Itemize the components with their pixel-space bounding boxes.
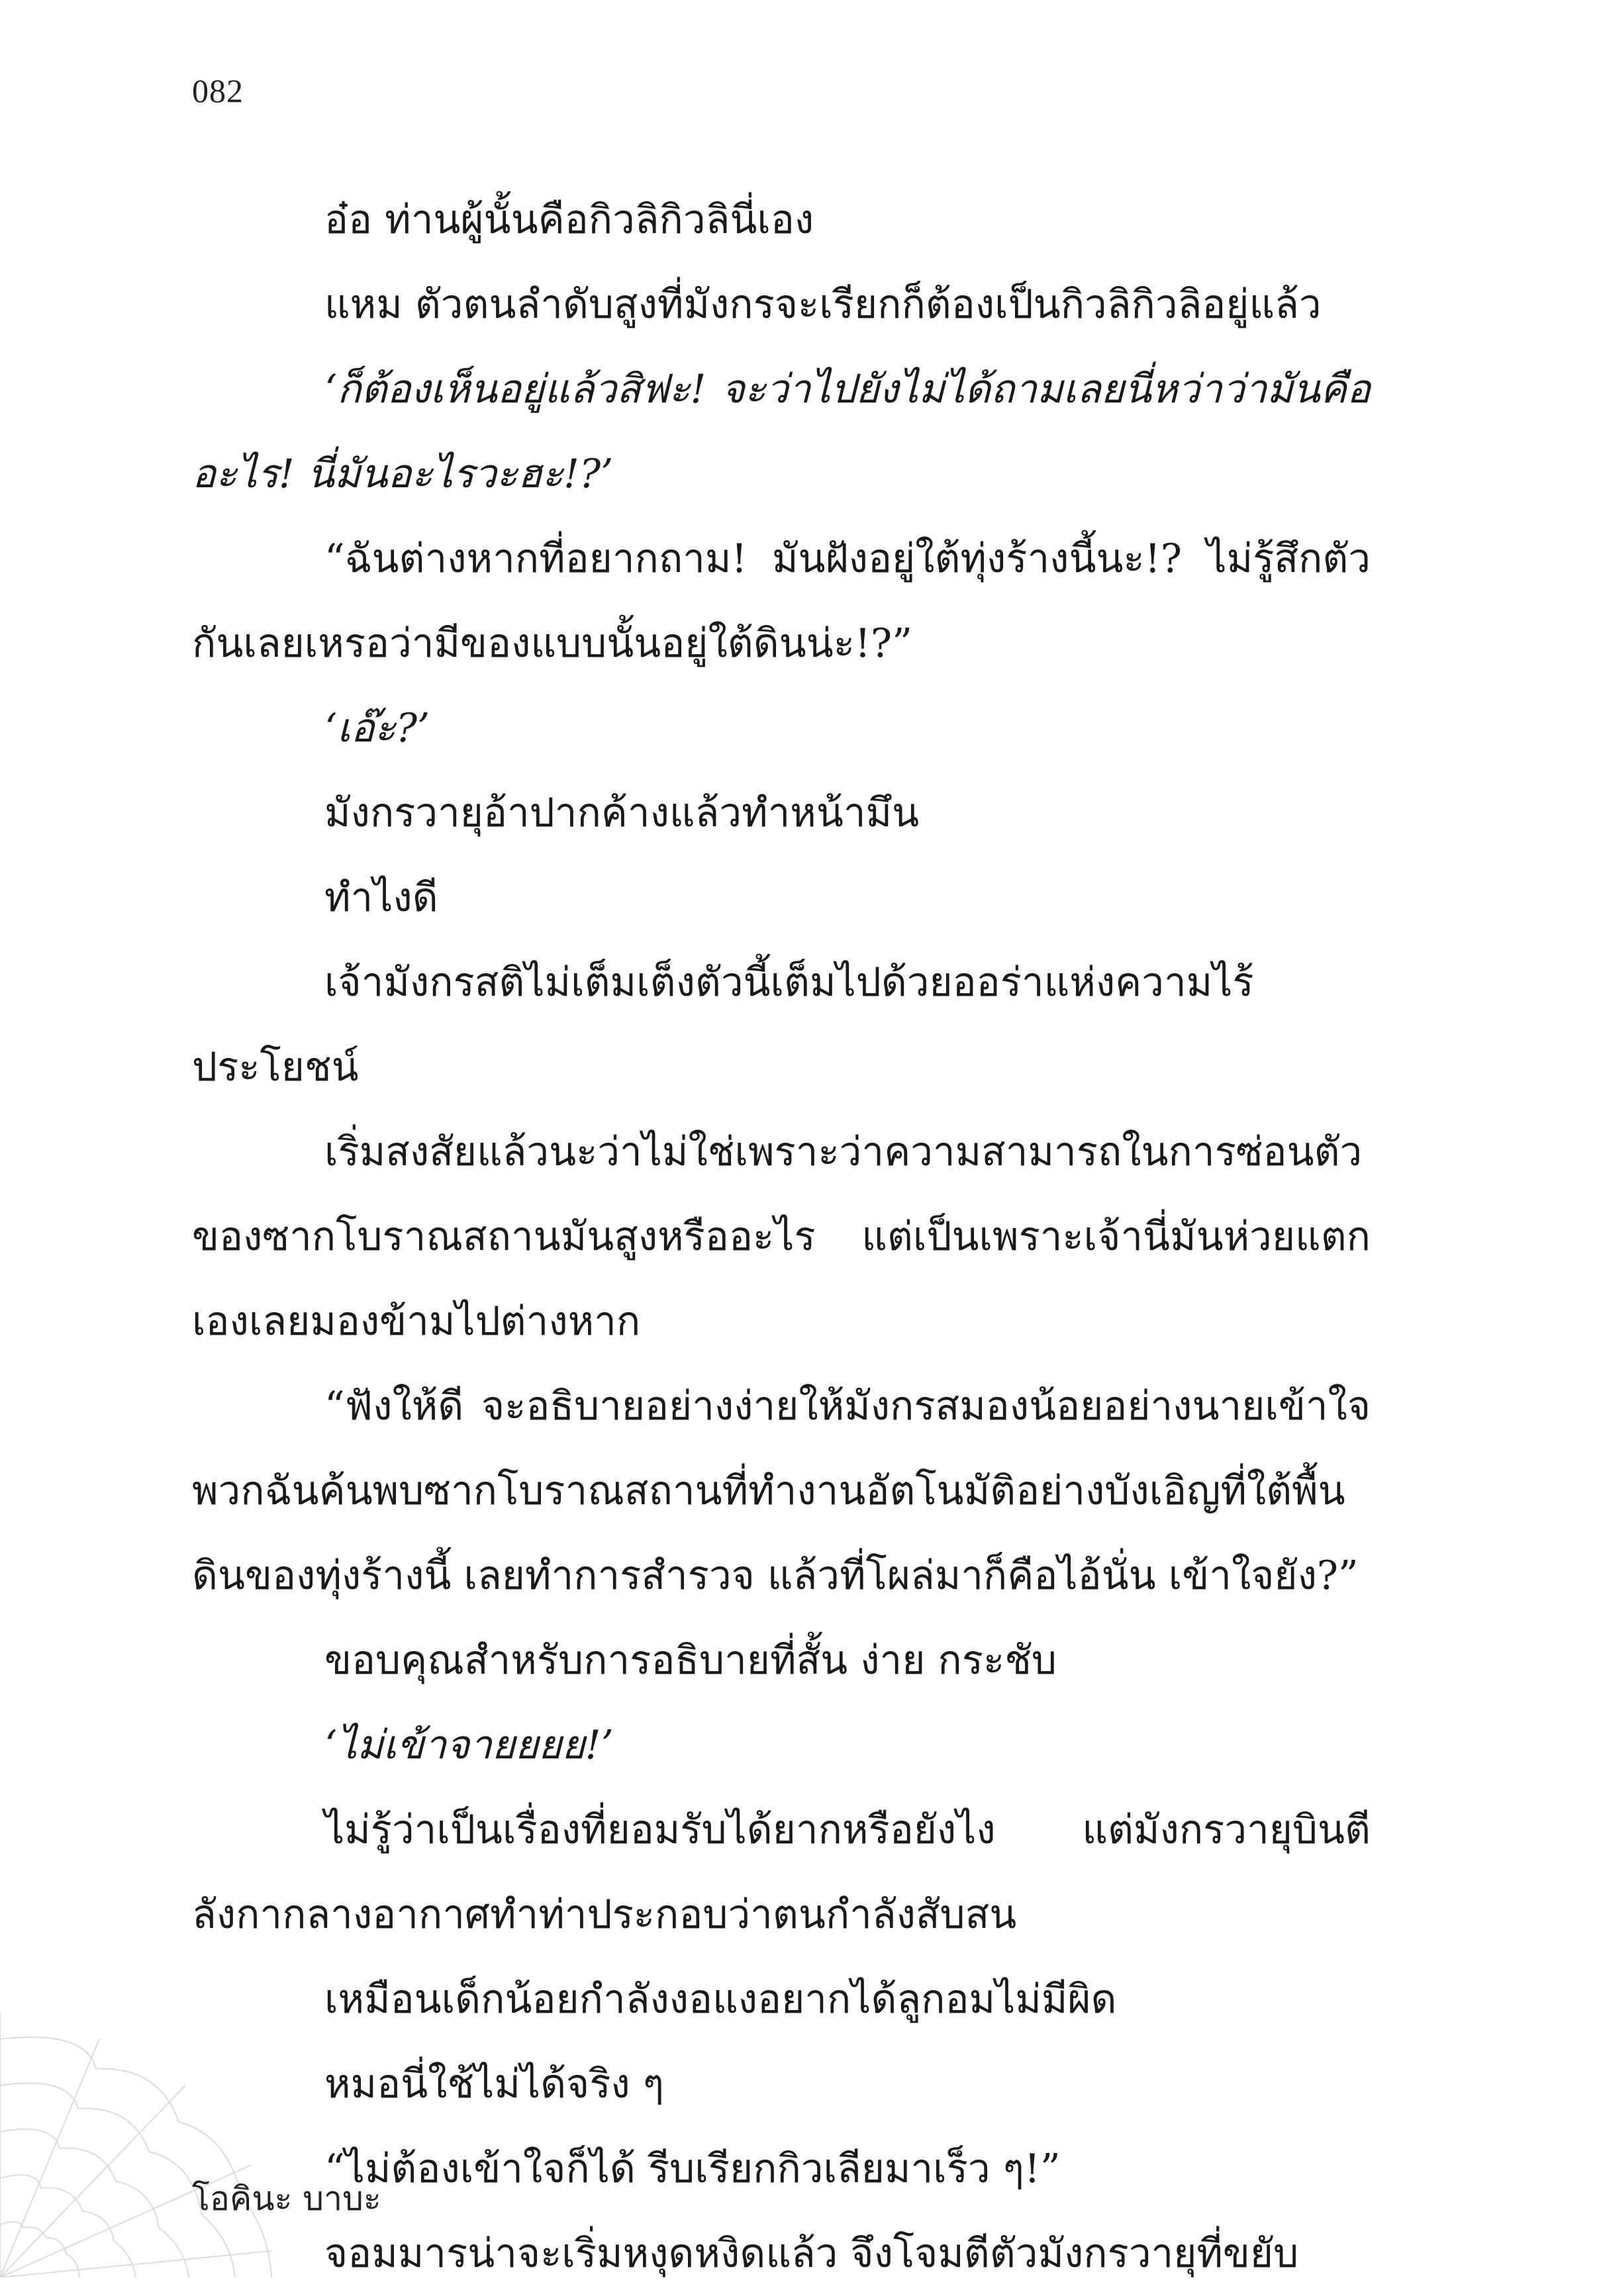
paragraph: จอมมารน่าจะเริ่มหงุดหงิดแล้ว จึงโจมตีตัวมังกรวายุที่ขยับ [324,2230,1299,2277]
paragraph: อ๋อ ท่านผู้นั้นคือกิวลิกิวลินี่เอง [324,197,814,243]
paragraph: ‘เอ๊ะ?’ [324,705,430,751]
paragraph: ขอบคุณสำหรับการอธิบายที่สั้น ง่าย กระชับ [324,1637,1057,1684]
paragraph: ไม่รู้ว่าเป็นเรื่องที่ยอมรับได้ยากหรือยังไง แต่มังกรวายุบินตีลังกากลางอากาศทำท่าประกอบว่าตนกำลังสับสน [192,1807,1371,1938]
paragraph: ทำไงดี [324,875,438,921]
paragraph: ‘ก็ต้องเห็นอยู่แล้วสิฟะ! จะว่าไปยังไม่ได้ถามเลยนี่หว่าว่ามันคืออะไร! นี่มันอะไรวะฮะ!?’ [192,366,1371,497]
body-text [192,177,1371,2296]
paragraph: หมอนี่ใช้ไม่ได้จริง ๆ [324,2061,665,2107]
paragraph: เหมือนเด็กน้อยกำลังงอแงอยากได้ลูกอมไม่มีผิด [324,1976,1117,2023]
paragraph: แหม ตัวตนลำดับสูงที่มังกรจะเรียกก็ต้องเป็นกิวลิกิวลิอยู่แล้ว [324,281,1322,328]
spider-web-icon [0,1999,278,2277]
paragraph: เริ่มสงสัยแล้วนะว่าไม่ใช่เพราะว่าความสามารถในการซ่อนตัวของซากโบราณสถานมันสูงหรืออะไร แต่เป็นเพราะเจ้านี่มันห่วยแตกเองเลยมองข้ามไปต่างหาก [192,1129,1371,1345]
paragraph: ‘ไม่เข้าจายยยย!’ [324,1722,614,1768]
page-number: 082 [192,72,244,109]
paragraph: “ฟังให้ดี จะอธิบายอย่างง่ายให้มังกรสมองน้อยอย่างนายเข้าใจ พวกฉันค้นพบซากโบราณสถานที่ทำงานอัตโนมัติอย่างบังเอิญที่ใต้พื้นดินของทุ่งร้างนี้ เลยทำการสำรวจ แล้วที่โผล่มาก็คือไอ้นั่น เข้าใจยัง?” [192,1383,1371,1599]
footer-title: โอคินะ บาบะ [192,2179,381,2218]
paragraph: “ฉันต่างหากที่อยากถาม! มันฝังอยู่ใต้ทุ่งร้างนี้นะ!? ไม่รู้สึกตัวกันเลยเหรอว่ามีของแบบนั้นอยู่ใต้ดินน่ะ!?” [192,536,1371,667]
paragraph: “ไม่ต้องเข้าใจก็ได้ รีบเรียกกิวเลียมาเร็ว ๆ!” [324,2146,1061,2192]
paragraph: เจ้ามังกรสติไม่เต็มเต็งตัวนี้เต็มไปด้วยออร่าแห่งความไร้ประโยชน์ [192,959,1254,1090]
paragraph: มังกรวายุอ้าปากค้างแล้วทำหน้ามึน [324,790,920,836]
